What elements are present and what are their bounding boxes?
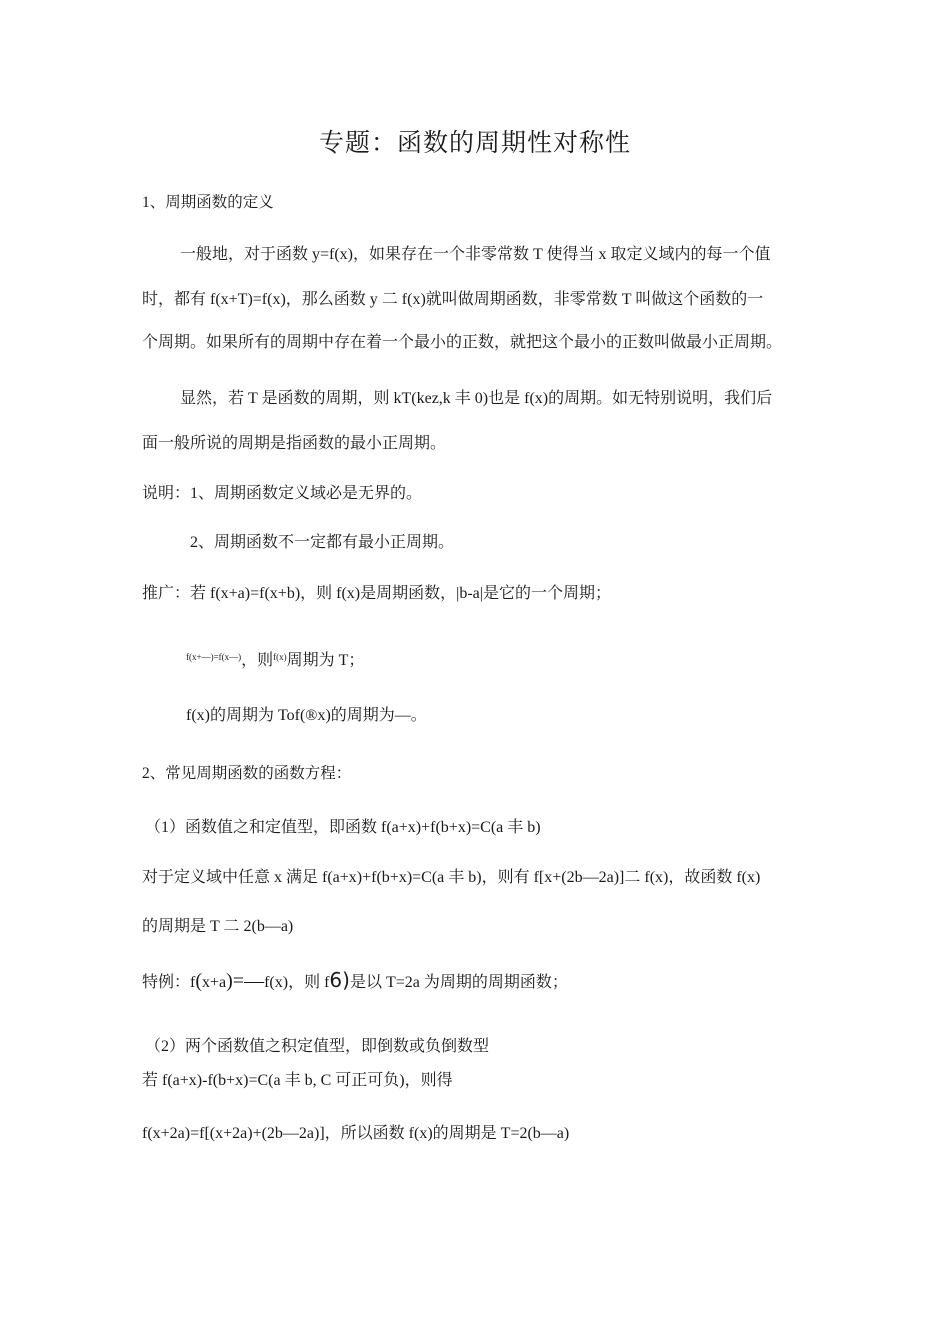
section-heading-1: 1、周期函数的定义	[142, 194, 274, 211]
formula-text: )=—	[226, 970, 265, 992]
formula-text: 6)	[329, 968, 350, 992]
extension-line: f(x)的周期为 Tof(®x)的周期为—。	[186, 707, 427, 724]
formula-paren: (	[195, 970, 203, 992]
formula-text: ，则 f	[288, 974, 330, 991]
paragraph-line: 个周期。如果所有的周期中存在着一个最小的正数，就把这个最小的正数叫做最小正周期。	[142, 334, 783, 351]
case-heading: （1）函数值之和定值型，即函数 f(a+x)+f(b+x)=C(a 丰 b)	[145, 819, 541, 836]
case-heading: （2）两个函数值之积定值型，即倒数或负倒数型	[145, 1038, 490, 1055]
paragraph-line: 显然，若 T 是函数的周期，则 kT(kez,k 丰 0)也是 f(x)的周期。如无特别说明，我们后	[180, 390, 773, 407]
paragraph-line: 面一般所说的周期是指函数的最小正周期。	[142, 435, 447, 452]
paragraph-line: 一般地，对于函数 y=f(x)，如果存在一个非零常数 T 使得当 x 取定义域内的每一个值	[180, 246, 771, 263]
note-line: 说明：1、周期函数定义域必是无界的。	[142, 485, 423, 502]
formula-text: f(x)	[264, 974, 289, 991]
paragraph-line: f(x+2a)=f[(x+2a)+(2b—2a)]，所以函数 f(x)的周期是 T=2(b—a)	[142, 1125, 570, 1142]
page-title: 专题：函数的周期性对称性	[318, 130, 631, 157]
formula-text: ，则	[241, 652, 274, 669]
formula-text: 周期为 T；	[286, 652, 365, 669]
formula-small: f(x+—)=f(x—)	[186, 652, 242, 662]
note-line: 2、周期函数不一定都有最小正周期。	[190, 534, 455, 551]
paragraph-line: 对于定义域中任意 x 满足 f(a+x)+f(b+x)=C(a 丰 b)，则有 f[x+(2b—2a)]二 f(x)，故函数 f(x)	[142, 869, 761, 886]
section-heading-2: 2、常见周期函数的函数方程：	[142, 765, 352, 782]
formula-text: 特例：f	[142, 974, 196, 991]
paragraph-line: 若 f(a+x)-f(b+x)=C(a 丰 b, C 可正可负)，则得	[142, 1072, 453, 1089]
special-case-line	[142, 966, 568, 997]
extension-line: 推广：若 f(x+a)=f(x+b)，则 f(x)是周期函数，|b-a|是它的一个周期；	[142, 585, 611, 602]
formula-small: f(x)	[273, 652, 287, 662]
paragraph-line: 的周期是 T 二 2(b—a)	[142, 918, 294, 935]
formula-text: 是以 T=2a 为周期的周期函数；	[349, 974, 568, 991]
paragraph-line: 时，都有 f(x+T)=f(x)，那么函数 y 二 f(x)就叫做周期函数，非零常数 T 叫做这个函数的一	[142, 291, 764, 308]
formula-text: x+a	[202, 974, 227, 991]
extension-formula-line	[186, 647, 364, 671]
